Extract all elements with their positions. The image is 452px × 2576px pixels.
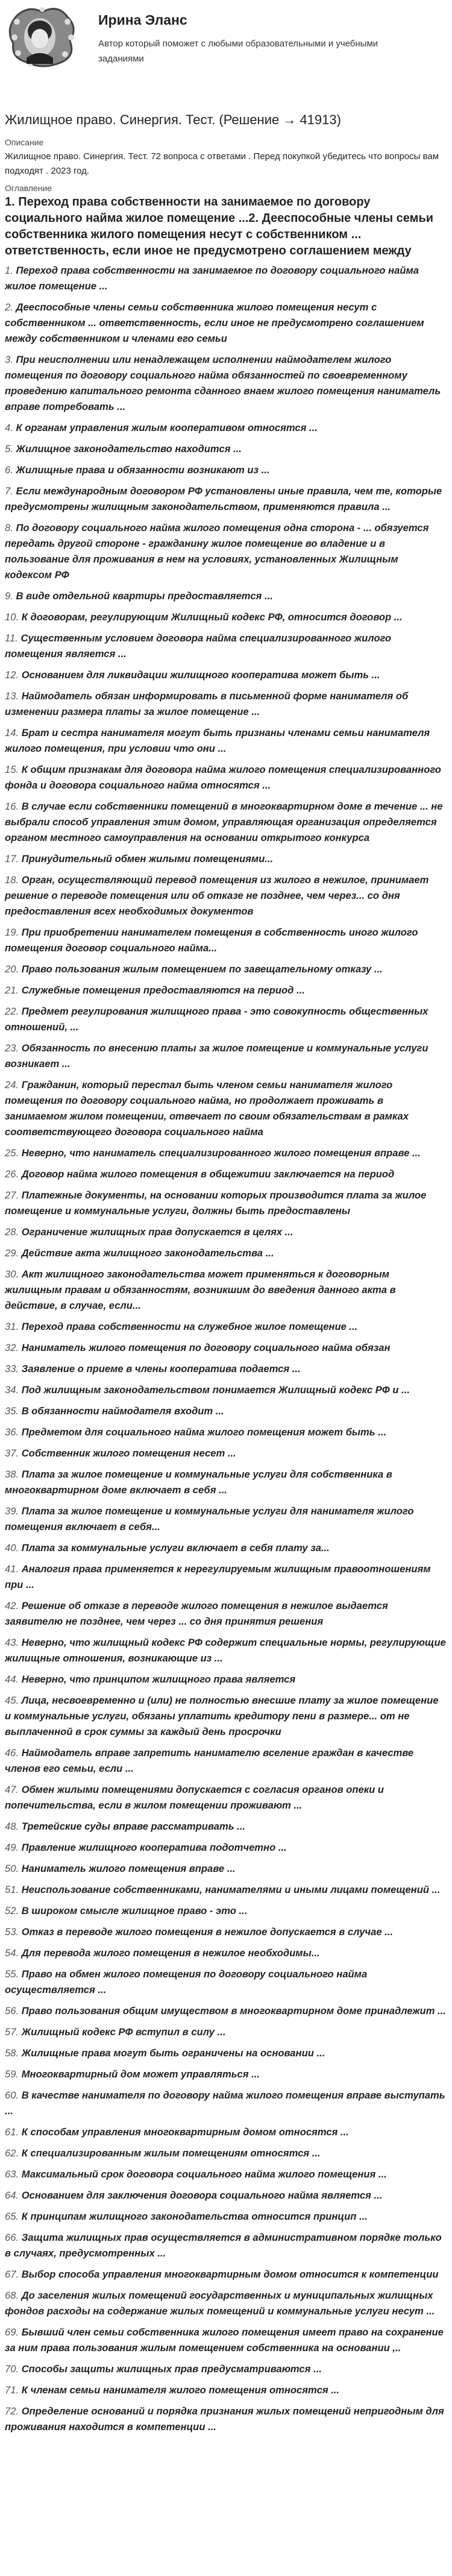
question-item[interactable] (5, 2188, 447, 2203)
question-number: 10. (5, 611, 19, 623)
question-item[interactable] (5, 1924, 447, 1940)
question-text: При приобретении нанимателем помещения в собственность иного жилого помещения договор социального найма... (5, 927, 418, 954)
question-text: Жилищные права и обязанности возникают из ... (16, 464, 270, 476)
question-number: 11. (5, 632, 18, 644)
question-item[interactable] (5, 631, 447, 662)
question-item[interactable] (5, 1945, 447, 1961)
question-text: Акт жилищного законодательства может применяться к договорным жилищным правам и обязанностям, возникшим до введения данного акта в действие, в случае, если... (5, 1268, 396, 1311)
question-text: Переход права собственности на служебное жилое помещение ... (21, 1321, 358, 1332)
question-item[interactable] (5, 1861, 447, 1877)
question-text: Предметом для социального найма жилого помещения может быть ... (21, 1426, 387, 1438)
question-item[interactable] (5, 1319, 447, 1335)
question-item[interactable] (5, 588, 447, 604)
toc-label: Оглавление (5, 183, 52, 193)
question-number: 59. (5, 2068, 19, 2080)
question-item[interactable] (5, 1693, 447, 1740)
question-text: Заявление о приеме в члены кооператива подается ... (21, 1363, 301, 1375)
question-number: 72. (5, 2405, 19, 2417)
question-number: 49. (5, 1842, 19, 1853)
question-text: Неверно, что жилищный кодекс РФ содержит специальные нормы, регулирующие жилищные отношения, возникающие из ... (5, 1637, 446, 1664)
question-text: Ограничение жилищных прав допускается в целях ... (21, 1226, 293, 1238)
question-number: 42. (5, 1600, 19, 1611)
question-number: 28. (5, 1226, 19, 1238)
question-text: Жилищный кодекс РФ вступил в силу ... (21, 2026, 226, 2038)
question-item[interactable] (5, 725, 447, 757)
question-text: Действие акта жилищного законодательства ... (21, 1247, 274, 1259)
question-item[interactable] (5, 1004, 447, 1035)
question-number: 24. (5, 1079, 19, 1091)
question-text: Способы защиты жилищных прав предусматриваются ... (21, 2363, 322, 2375)
question-item[interactable] (5, 1540, 447, 1556)
question-number: 50. (5, 1863, 19, 1874)
question-text: Неиспользование собственниками, нанимателями и иными лицами помещений ... (21, 1884, 441, 1895)
question-number: 55. (5, 1968, 19, 1980)
question-item[interactable] (5, 2267, 447, 2282)
question-text: К способам управления многоквартирным домом относятся ... (21, 2126, 349, 2138)
question-number: 3. (5, 354, 13, 365)
question-item[interactable] (5, 2167, 447, 2182)
question-text: Аналогия права применяется к нерегулируемым жилищным правоотношениям при ... (5, 1563, 431, 1590)
question-text: Наниматель жилого помещения по договору социального найма обязан (21, 1342, 391, 1353)
question-item[interactable] (5, 1425, 447, 1440)
question-number: 27. (5, 1189, 19, 1201)
question-number: 23. (5, 1042, 19, 1054)
question-item[interactable] (5, 667, 447, 683)
question-text: Существенным условием договора найма специализированного жилого помещения является ... (5, 632, 392, 660)
question-item[interactable] (5, 2404, 447, 2435)
question-item[interactable] (5, 441, 447, 457)
question-text: Предмет регулирования жилищного права - это совокупность общественных отношений, ... (5, 1006, 428, 1033)
question-item[interactable] (5, 762, 447, 793)
question-number: 8. (5, 522, 13, 534)
question-text: Основанием для заключения договора социального найма является ... (21, 2190, 383, 2201)
question-number: 70. (5, 2363, 19, 2375)
question-number: 32. (5, 1342, 19, 1353)
question-item[interactable] (5, 2045, 447, 2061)
question-item[interactable] (5, 1635, 447, 1666)
question-text: Бывший член семьи собственника жилого помещения имеет право на сохранение за ним права пользования жилым помещением собственника на основании ,.. (5, 2326, 444, 2354)
question-number: 34. (5, 1384, 19, 1396)
author-header (0, 0, 452, 96)
question-text: К договорам, регулирующим Жилищный кодекс РФ, относится договор ... (21, 611, 403, 623)
question-text: Плата за жилое помещение и коммунальные услуги для собственника в многоквартирном доме включает в себя ... (5, 1469, 392, 1496)
question-number: 57. (5, 2026, 19, 2038)
question-number: 12. (5, 669, 19, 681)
question-item[interactable] (5, 1598, 447, 1630)
question-text: Если международным договором РФ установлены иные правила, чем те, которые предусмотрены жилищным законодательством, применяются правила ... (5, 485, 442, 512)
question-text: В случае если собственники помещений в многоквартирном доме в течение ... не выбрали способ управления этим домом, управляющая организация определяется органом местного самоуправления на основании открытого конкурса (5, 801, 443, 843)
question-number: 18. (5, 874, 19, 886)
question-text: К органам управления жилым кооперативом относятся ... (16, 422, 318, 433)
question-text: До заселения жилых помещений государственных и муниципальных жилищных фондов расходы на содержание жилых помещений и коммунальные услуги несут ... (5, 2290, 435, 2317)
question-text: Для перевода жилого помещения в нежилое необходимы... (21, 1947, 320, 1959)
question-number: 63. (5, 2168, 19, 2180)
question-number: 6. (5, 464, 13, 476)
question-item[interactable] (5, 1819, 447, 1834)
question-item[interactable] (5, 2361, 447, 2377)
question-item[interactable] (5, 609, 447, 625)
question-item[interactable] (5, 1077, 447, 1140)
question-text: Неверно, что принципом жилищного права является (21, 1674, 296, 1685)
question-number: 21. (5, 984, 19, 996)
question-item[interactable] (5, 962, 447, 977)
question-number: 46. (5, 1747, 19, 1759)
question-text: Защита жилищных прав осуществляется в административном порядке только в случаях, предусмотренных ... (5, 2232, 442, 2259)
question-text: Наймодатель вправе запретить нанимателю вселение граждан в качестве членов его семьи, если ... (5, 1747, 414, 1774)
question-text: Плата за жилое помещение и коммунальные услуги для нанимателя жилого помещения включает в себя... (5, 1505, 414, 1532)
question-item[interactable] (5, 1840, 447, 1856)
description-label: Описание (5, 137, 44, 147)
question-item[interactable] (5, 1561, 447, 1593)
question-item[interactable] (5, 1504, 447, 1535)
question-text: В качестве нанимателя по договору найма жилого помещения вправе выступать ... (5, 2089, 445, 2117)
question-number: 51. (5, 1884, 19, 1895)
question-text: При неисполнении или ненадлежащем исполнении наймодателем жилого помещения по договору социального найма обязанностей по своевременному проведению капитального ремонта сданного внаем жилого помещения наниматель вправе потребовать ... (5, 354, 441, 412)
question-number: 16. (5, 801, 19, 812)
question-number: 43. (5, 1637, 19, 1648)
question-item[interactable] (5, 1167, 447, 1182)
question-number: 15. (5, 764, 19, 775)
question-number: 44. (5, 1674, 19, 1685)
question-number: 35. (5, 1405, 19, 1417)
question-item[interactable] (5, 1782, 447, 1813)
question-text: Наймодатель обязан информировать в письменной форме нанимателя об изменении размера платы за жилое помещение ... (5, 690, 409, 717)
question-item[interactable] (5, 420, 447, 436)
question-number: 30. (5, 1268, 19, 1280)
question-number: 58. (5, 2047, 19, 2059)
question-number: 9. (5, 590, 13, 602)
question-item[interactable] (5, 263, 447, 294)
author-subtitle: Автор который поможет с любыми образовательными и учебными заданиями (98, 39, 378, 64)
question-number: 41. (5, 1563, 19, 1575)
question-number: 56. (5, 2005, 19, 2017)
question-number: 25. (5, 1147, 19, 1159)
question-text: К членам семьи нанимателя жилого помещения относятся ... (21, 2384, 340, 2396)
question-text: Определение оснований и порядка признания жилых помещений непригодным для проживания находится в компетенции ... (5, 2405, 444, 2433)
question-item[interactable] (5, 300, 447, 347)
question-item[interactable] (5, 483, 447, 515)
question-number: 5. (5, 443, 13, 455)
question-text: Собственник жилого помещения несет ... (21, 1447, 236, 1459)
question-number: 62. (5, 2147, 19, 2159)
page-title: Жилищное право. Синергия. Тест. (Решение → 41913) (5, 112, 341, 127)
question-item[interactable] (5, 1903, 447, 1919)
question-text: Обмен жилыми помещениями допускается с согласия органов опеки и попечительства, если в жилом помещении проживают ... (5, 1784, 385, 1811)
question-number: 37. (5, 1447, 19, 1459)
question-item[interactable] (5, 1267, 447, 1314)
question-number: 29. (5, 1247, 19, 1259)
question-text: Многоквартирный дом может управляться ... (21, 2068, 260, 2080)
question-number: 64. (5, 2190, 19, 2201)
question-text: Отказ в переводе жилого помещения в нежилое допускается в случае ... (21, 1926, 393, 1938)
question-item[interactable] (5, 688, 447, 720)
question-item[interactable] (5, 2230, 447, 2261)
question-text: Право на обмен жилого помещения по договору социального найма осуществляется ... (5, 1968, 368, 1995)
question-item[interactable] (5, 1382, 447, 1398)
question-item[interactable] (5, 1467, 447, 1498)
question-item[interactable] (5, 2088, 447, 2119)
question-text: Договор найма жилого помещения в общежитии заключается на период (21, 1168, 395, 1180)
question-text: Правление жилищного кооператива подотчетно ... (21, 1842, 287, 1853)
question-item[interactable] (5, 1745, 447, 1777)
question-item[interactable] (5, 1340, 447, 1356)
question-text: Дееспособные члены семьи собственника жилого помещения несут с собственником ... ответственность, если иное не предусмотрено соглашением между собственником и членами его семьи (5, 301, 424, 344)
question-item[interactable] (5, 983, 447, 998)
question-text: Основанием для ликвидации жилищного кооператива может быть ... (21, 669, 380, 681)
question-number: 47. (5, 1784, 19, 1795)
question-text: К специализированным жилым помещениям относятся ... (21, 2147, 321, 2159)
question-number: 2. (5, 301, 13, 313)
question-text: В обязанности наймодателя входит ... (21, 1405, 224, 1417)
question-item[interactable] (5, 352, 447, 415)
question-number: 67. (5, 2269, 19, 2280)
question-number: 40. (5, 1542, 19, 1554)
question-text: Принудительный обмен жилыми помещениями... (21, 853, 274, 864)
question-list (5, 263, 447, 2435)
question-text: Жилищное законодательство находится ... (16, 443, 242, 455)
question-item[interactable] (5, 2024, 447, 2040)
question-item[interactable] (5, 520, 447, 583)
question-text: Решение об отказе в переводе жилого помещения в нежилое выдается заявителю не позднее, чем через ... со дня принятия решения (5, 1600, 388, 1627)
question-text: Под жилищным законодательством понимается Жилищный кодекс РФ и ... (21, 1384, 410, 1396)
question-number: 22. (5, 1006, 19, 1017)
question-number: 4. (5, 422, 13, 433)
question-text: В виде отдельной квартиры предоставляется ... (16, 590, 273, 602)
question-number: 61. (5, 2126, 19, 2138)
question-item[interactable] (5, 2067, 447, 2082)
question-text: По договору социального найма жилого помещения одна сторона - ... обязуется передать другой стороне - гражданину жилое помещение во владение и в пользование для проживания в нем на условиях, установленных Жилищным кодексом РФ (5, 522, 429, 581)
question-item[interactable] (5, 1446, 447, 1461)
question-item[interactable] (5, 1403, 447, 1419)
question-text: Неверно, что наниматель специализированного жилого помещения вправе ... (21, 1147, 421, 1159)
question-item[interactable] (5, 1361, 447, 1377)
question-number: 52. (5, 1905, 19, 1916)
question-text: Право пользования жилым помещением по завещательному отказу ... (21, 963, 383, 975)
question-item[interactable] (5, 1882, 447, 1898)
question-text: Орган, осуществляющий перевод помещения из жилого в нежилое, принимает решение о переводе помещения или об отказе не позднее, чем через... со дня предоставления всех необходимых документов (5, 874, 429, 917)
question-item[interactable] (5, 462, 447, 478)
question-number: 14. (5, 727, 19, 738)
question-number: 53. (5, 1926, 19, 1938)
question-number: 69. (5, 2326, 19, 2338)
question-item[interactable] (5, 925, 447, 956)
question-number: 1. (5, 265, 13, 276)
author-avatar (5, 4, 80, 68)
question-text: Плата за коммунальные услуги включает в себя плату за... (21, 1542, 330, 1554)
question-text: Обязанность по внесению платы за жилое помещение и коммунальные услуги возникает ... (5, 1042, 428, 1069)
question-number: 39. (5, 1505, 19, 1517)
question-item[interactable] (5, 2124, 447, 2140)
question-text: Служебные помещения предоставляются на период ... (21, 984, 305, 996)
question-item[interactable] (5, 1224, 447, 1240)
author-name[interactable]: Ирина Эланс (98, 12, 187, 28)
question-item[interactable] (5, 1188, 447, 1219)
question-text: Выбор способа управления многоквартирным домом относится к компетенции (21, 2269, 439, 2280)
description-text: Жилищное право. Синергия. Тест. 72 вопроса с ответами . Перед покупкой убедитесь что вопросы вам подходят . 2023 год. (5, 151, 439, 176)
question-number: 31. (5, 1321, 19, 1332)
question-item[interactable] (5, 1672, 447, 1687)
question-text: К принципам жилищного законодательства относится принцип ... (21, 2211, 368, 2222)
question-number: 7. (5, 485, 13, 497)
toc-heading: 1. Переход права собственности на занимаемое по договору социального найма жилое помещение ...2. Дееспособные члены семьи собственника жилого помещения несут с собственником ... ответственность, если иное не предусмотрено соглашением между (5, 195, 434, 257)
question-number: 17. (5, 853, 19, 864)
question-text: Третейские суды вправе рассматривать ... (21, 1821, 245, 1832)
question-item[interactable] (5, 872, 447, 919)
question-item[interactable] (5, 1967, 447, 1998)
question-number: 13. (5, 690, 19, 702)
question-text: Платежные документы, на основании которых производится плата за жилое помещение и коммунальные услуги, должны быть предоставлены (5, 1189, 427, 1217)
question-item[interactable] (5, 1041, 447, 1072)
question-number: 65. (5, 2211, 19, 2222)
question-item[interactable] (5, 2146, 447, 2161)
question-text: Гражданин, который перестал быть членом семьи нанимателя жилого помещения по договору социального найма, но продолжает проживать в занимаемом жилом помещении, отвечает по своим обязательствам в рамках соответствующего договора социального найма (5, 1079, 409, 1138)
question-item[interactable] (5, 1145, 447, 1161)
question-number: 66. (5, 2232, 19, 2243)
question-number: 36. (5, 1426, 19, 1438)
question-item[interactable] (5, 851, 447, 867)
question-text: К общим признакам для договора найма жилого помещения специализированного фонда и договора социального найма относятся ... (5, 764, 441, 791)
question-number: 60. (5, 2089, 19, 2101)
question-text: Наниматель жилого помещения вправе ... (21, 1863, 236, 1874)
question-text: Лица, несвоевременно и (или) не полностью внесшие плату за жилое помещение и коммунальные услуги, обязаны уплатить кредитору пени в размере... от не выплаченной в срок суммы за каждый день просрочки (5, 1695, 439, 1737)
question-text: Право пользования общим имуществом в многоквартирном доме принадлежит ... (21, 2005, 446, 2017)
question-item[interactable] (5, 2209, 447, 2225)
question-item[interactable] (5, 2003, 447, 2019)
question-number: 38. (5, 1469, 19, 1480)
question-number: 45. (5, 1695, 19, 1706)
question-item[interactable] (5, 1245, 447, 1261)
question-number: 19. (5, 927, 19, 938)
question-item[interactable] (5, 2288, 447, 2319)
question-number: 48. (5, 1821, 19, 1832)
question-number: 20. (5, 963, 19, 975)
question-number: 71. (5, 2384, 19, 2396)
question-text: Максимальный срок договора социального найма жилого помещения ... (21, 2168, 387, 2180)
question-item[interactable] (5, 2325, 447, 2356)
question-text: Жилищные права могут быть ограничены на основании ... (21, 2047, 325, 2059)
question-text: В широком смысле жилищное право - это ... (21, 1905, 248, 1916)
question-text: Переход права собственности на занимаемое по договору социального найма жилое помещение ... (5, 265, 419, 292)
question-item[interactable] (5, 2382, 447, 2398)
question-number: 68. (5, 2290, 19, 2301)
question-number: 33. (5, 1363, 19, 1375)
question-number: 26. (5, 1168, 19, 1180)
question-number: 54. (5, 1947, 19, 1959)
question-item[interactable] (5, 799, 447, 846)
question-text: Брат и сестра нанимателя могут быть признаны членами семьи нанимателя жилого помещения, при условии что они ... (5, 727, 430, 754)
